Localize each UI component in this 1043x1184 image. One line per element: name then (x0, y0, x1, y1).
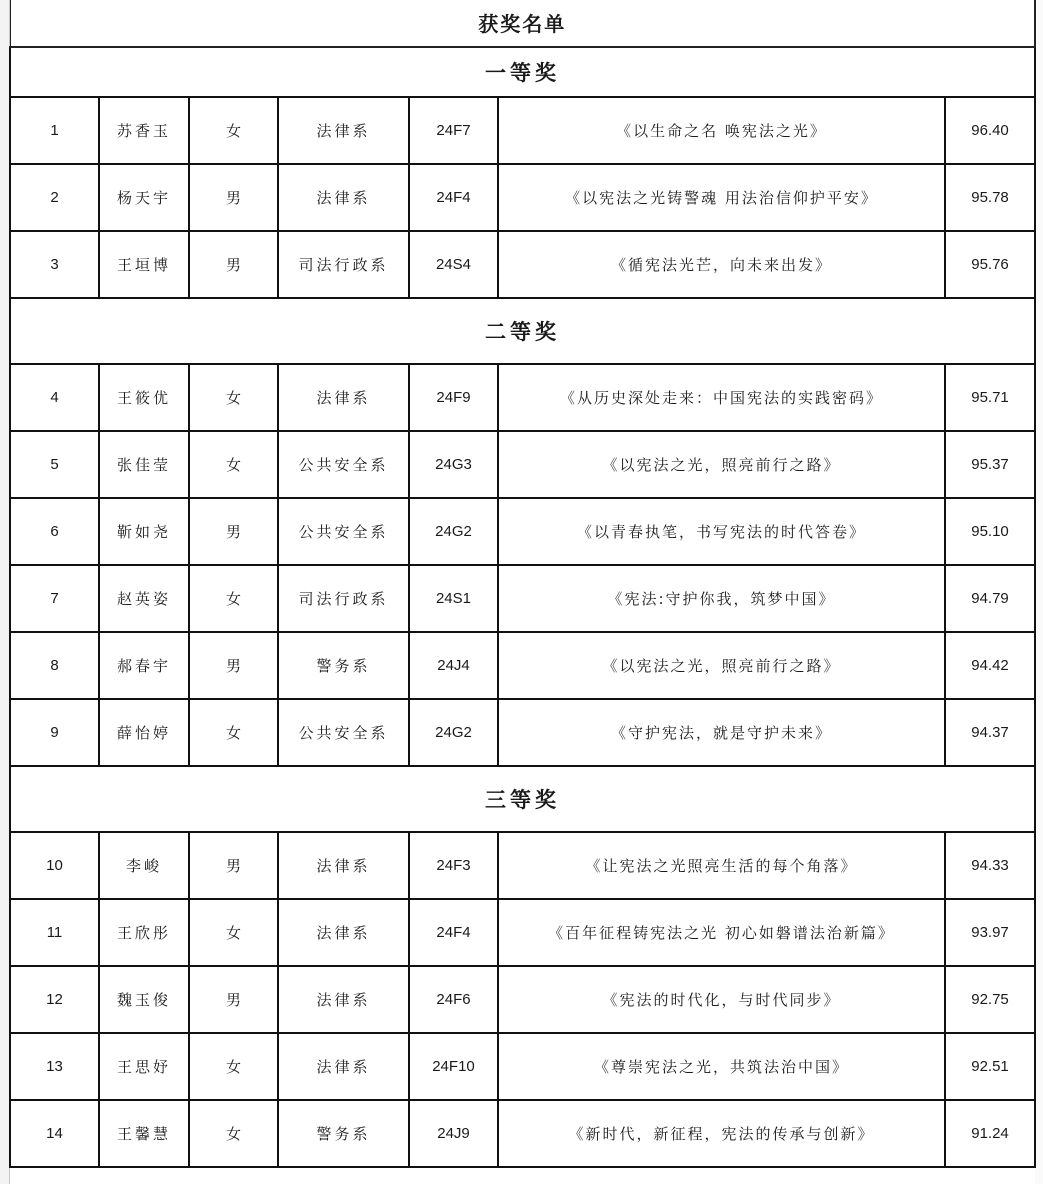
cell-gender[interactable]: 男 (189, 164, 278, 231)
document-title[interactable]: 获奖名单 (10, 0, 1035, 47)
cell-number[interactable]: 8 (10, 632, 99, 699)
cell-gender[interactable]: 男 (189, 498, 278, 565)
cell-department[interactable]: 法律系 (278, 164, 409, 231)
cell-name[interactable]: 王思妤 (99, 1033, 189, 1100)
cell-work-title[interactable]: 《以宪法之光，照亮前行之路》 (498, 431, 945, 498)
cell-score[interactable]: 95.76 (945, 231, 1035, 298)
cell-work-title[interactable]: 《守护宪法，就是守护未来》 (498, 699, 945, 766)
cell-class[interactable]: 24F6 (409, 966, 498, 1033)
cell-work-title[interactable]: 《从历史深处走来：中国宪法的实践密码》 (498, 364, 945, 431)
cell-gender[interactable]: 女 (189, 431, 278, 498)
cell-class[interactable]: 24F4 (409, 899, 498, 966)
cell-score[interactable]: 94.79 (945, 565, 1035, 632)
cell-gender[interactable]: 女 (189, 899, 278, 966)
table-row (10, 832, 1035, 899)
cell-score[interactable]: 91.24 (945, 1100, 1035, 1167)
cell-score[interactable]: 92.51 (945, 1033, 1035, 1100)
cell-department[interactable]: 法律系 (278, 364, 409, 431)
cell-number[interactable]: 5 (10, 431, 99, 498)
cell-class[interactable]: 24G2 (409, 498, 498, 565)
cell-work-title[interactable]: 《让宪法之光照亮生活的每个角落》 (498, 832, 945, 899)
cell-number[interactable]: 11 (10, 899, 99, 966)
cell-name[interactable]: 魏玉俊 (99, 966, 189, 1033)
cell-department[interactable]: 公共安全系 (278, 431, 409, 498)
table-row (10, 699, 1035, 766)
section-label[interactable]: 一等奖 (10, 47, 1035, 97)
cell-gender[interactable]: 男 (189, 632, 278, 699)
cell-work-title[interactable]: 《循宪法光芒，向未来出发》 (498, 231, 945, 298)
cell-class[interactable]: 24G2 (409, 699, 498, 766)
cell-number[interactable]: 9 (10, 699, 99, 766)
cell-name[interactable]: 赵英姿 (99, 565, 189, 632)
cell-work-title[interactable]: 《宪法:守护你我，筑梦中国》 (498, 565, 945, 632)
cell-number[interactable]: 10 (10, 832, 99, 899)
cell-score[interactable]: 94.33 (945, 832, 1035, 899)
cell-gender[interactable]: 男 (189, 231, 278, 298)
cell-department[interactable]: 法律系 (278, 899, 409, 966)
cell-score[interactable]: 94.42 (945, 632, 1035, 699)
cell-class[interactable]: 24F4 (409, 164, 498, 231)
table-row (10, 164, 1035, 231)
table-row (10, 231, 1035, 298)
cell-gender[interactable]: 男 (189, 966, 278, 1033)
cell-number[interactable]: 3 (10, 231, 99, 298)
cell-department[interactable]: 法律系 (278, 832, 409, 899)
award-list-table (9, 0, 1036, 1168)
cell-gender[interactable]: 女 (189, 699, 278, 766)
cell-gender[interactable]: 女 (189, 1033, 278, 1100)
table-row (10, 966, 1035, 1033)
cell-number[interactable]: 14 (10, 1100, 99, 1167)
cell-name[interactable]: 李峻 (99, 832, 189, 899)
cell-class[interactable]: 24G3 (409, 431, 498, 498)
cell-name[interactable]: 王筱优 (99, 364, 189, 431)
cell-name[interactable]: 郝春宇 (99, 632, 189, 699)
cell-gender[interactable]: 女 (189, 97, 278, 164)
table-row (10, 632, 1035, 699)
cell-number[interactable]: 4 (10, 364, 99, 431)
cell-number[interactable]: 7 (10, 565, 99, 632)
cell-department[interactable]: 警务系 (278, 632, 409, 699)
cell-department[interactable]: 法律系 (278, 1033, 409, 1100)
cell-name[interactable]: 王欣彤 (99, 899, 189, 966)
table-row (10, 1100, 1035, 1167)
cell-score[interactable]: 96.40 (945, 97, 1035, 164)
cell-score[interactable]: 95.71 (945, 364, 1035, 431)
table-row (10, 431, 1035, 498)
cell-name[interactable]: 张佳莹 (99, 431, 189, 498)
cell-work-title[interactable]: 《百年征程铸宪法之光 初心如磐谱法治新篇》 (498, 899, 945, 966)
cell-department[interactable]: 公共安全系 (278, 498, 409, 565)
cell-work-title[interactable]: 《以宪法之光铸警魂 用法治信仰护平安》 (498, 164, 945, 231)
cell-work-title[interactable]: 《新时代，新征程，宪法的传承与创新》 (498, 1100, 945, 1167)
cell-class[interactable]: 24S4 (409, 231, 498, 298)
table-row (10, 498, 1035, 565)
cell-score[interactable]: 94.37 (945, 699, 1035, 766)
cell-class[interactable]: 24F3 (409, 832, 498, 899)
cell-class[interactable]: 24F7 (409, 97, 498, 164)
table-row (10, 1033, 1035, 1100)
cell-gender[interactable]: 女 (189, 565, 278, 632)
cell-work-title[interactable]: 《以生命之名 唤宪法之光》 (498, 97, 945, 164)
table-row (10, 364, 1035, 431)
cell-score[interactable]: 95.78 (945, 164, 1035, 231)
right-gutter (1035, 0, 1043, 1184)
cell-gender[interactable]: 女 (189, 364, 278, 431)
cell-class[interactable]: 24J4 (409, 632, 498, 699)
cell-gender[interactable]: 男 (189, 832, 278, 899)
cell-work-title[interactable]: 《尊崇宪法之光，共筑法治中国》 (498, 1033, 945, 1100)
cell-class[interactable]: 24F10 (409, 1033, 498, 1100)
section-label[interactable]: 三等奖 (10, 766, 1035, 832)
cell-score[interactable]: 95.10 (945, 498, 1035, 565)
cell-name[interactable]: 王馨慧 (99, 1100, 189, 1167)
cell-department[interactable]: 公共安全系 (278, 699, 409, 766)
cell-class[interactable]: 24F9 (409, 364, 498, 431)
section-header-row (10, 47, 1035, 97)
section-header-row (10, 766, 1035, 832)
cell-name[interactable]: 靳如尧 (99, 498, 189, 565)
cell-number[interactable]: 12 (10, 966, 99, 1033)
cell-number[interactable]: 2 (10, 164, 99, 231)
cell-department[interactable]: 法律系 (278, 97, 409, 164)
table-row (10, 899, 1035, 966)
cell-department[interactable]: 司法行政系 (278, 231, 409, 298)
cell-score[interactable]: 92.75 (945, 966, 1035, 1033)
cell-department[interactable]: 警务系 (278, 1100, 409, 1167)
cell-work-title[interactable]: 《宪法的时代化，与时代同步》 (498, 966, 945, 1033)
cell-name[interactable]: 王垣博 (99, 231, 189, 298)
cell-class[interactable]: 24J9 (409, 1100, 498, 1167)
cell-number[interactable]: 1 (10, 97, 99, 164)
cell-gender[interactable]: 女 (189, 1100, 278, 1167)
cell-score[interactable]: 95.37 (945, 431, 1035, 498)
cell-name[interactable]: 薛怡婷 (99, 699, 189, 766)
cell-name[interactable]: 苏香玉 (99, 97, 189, 164)
cell-department[interactable]: 司法行政系 (278, 565, 409, 632)
table-row (10, 97, 1035, 164)
cell-work-title[interactable]: 《以宪法之光，照亮前行之路》 (498, 632, 945, 699)
cell-number[interactable]: 6 (10, 498, 99, 565)
cell-number[interactable]: 13 (10, 1033, 99, 1100)
section-header-row (10, 298, 1035, 364)
cell-work-title[interactable]: 《以青春执笔，书写宪法的时代答卷》 (498, 498, 945, 565)
title-row (10, 0, 1035, 47)
cell-class[interactable]: 24S1 (409, 565, 498, 632)
table-row (10, 565, 1035, 632)
section-label[interactable]: 二等奖 (10, 298, 1035, 364)
cell-name[interactable]: 杨天宇 (99, 164, 189, 231)
cell-score[interactable]: 93.97 (945, 899, 1035, 966)
cell-department[interactable]: 法律系 (278, 966, 409, 1033)
